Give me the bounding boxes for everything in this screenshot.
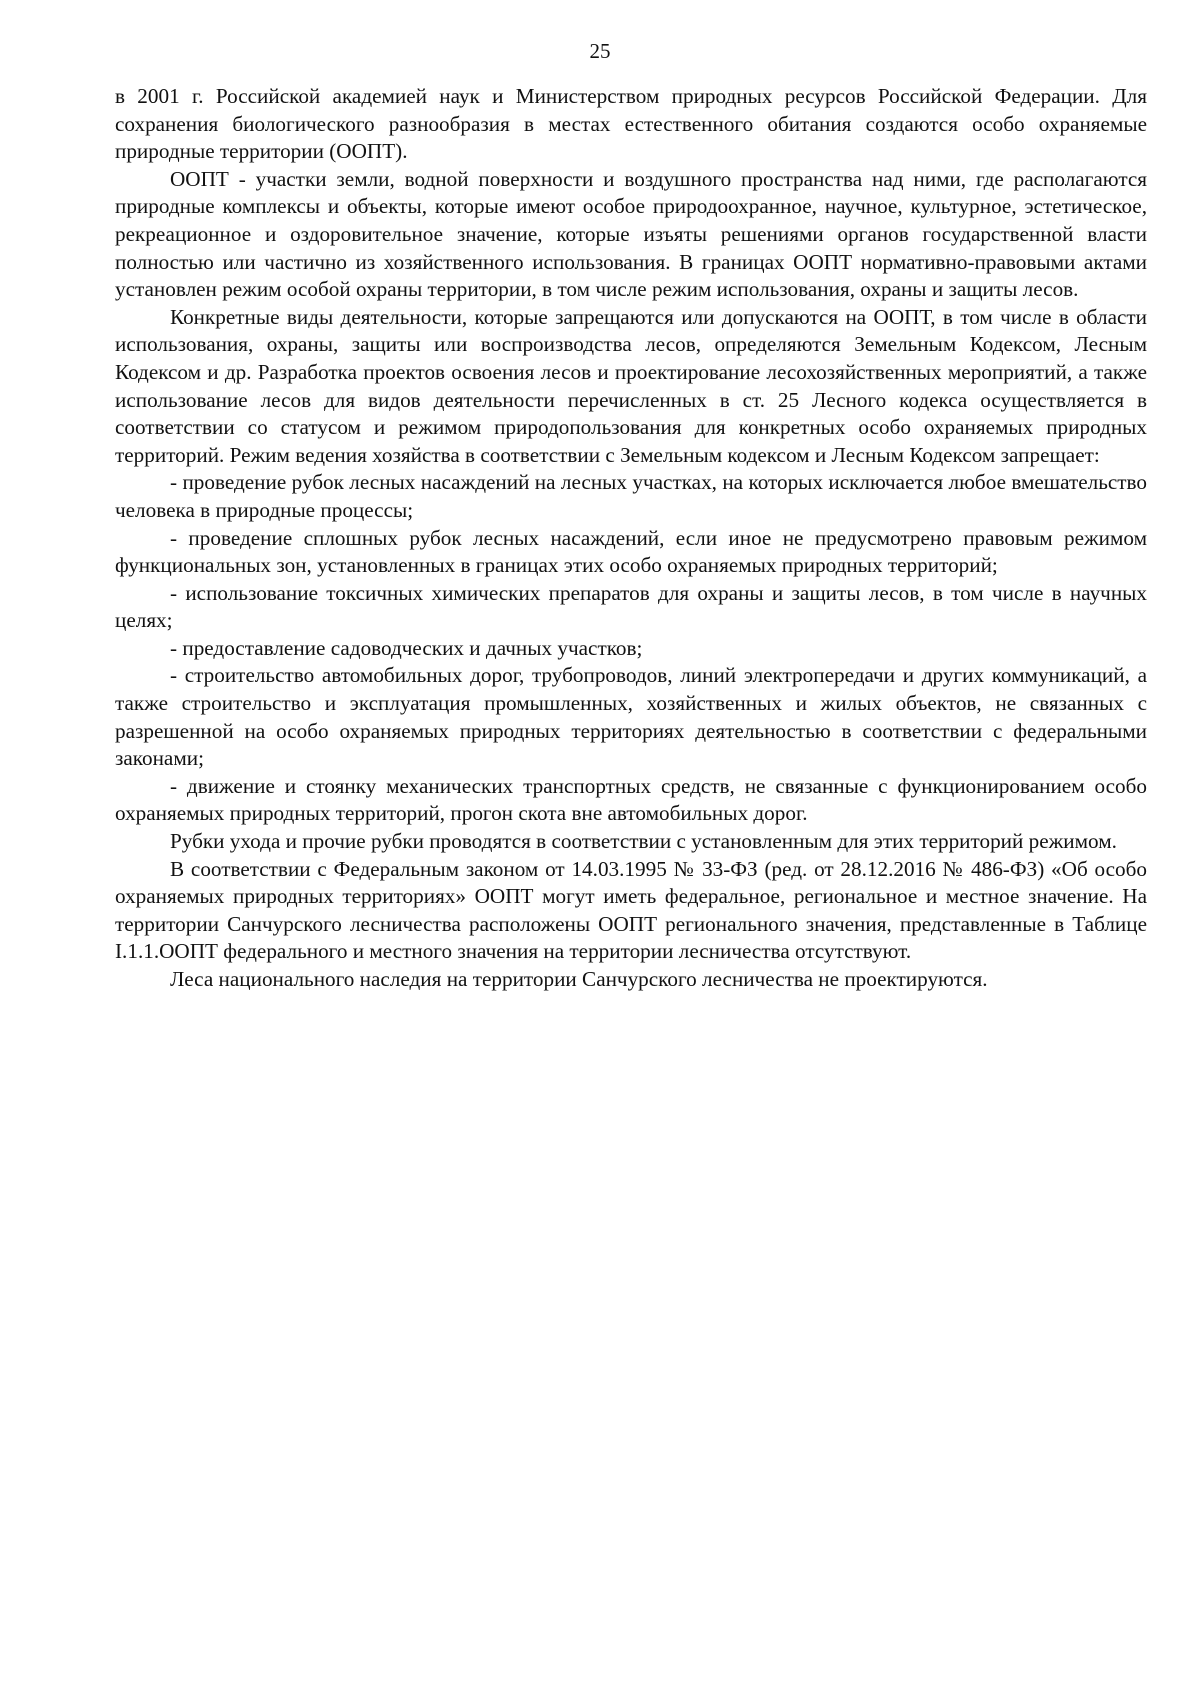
list-item-prohibition-3: - использование токсичных химических препаратов для охраны и защиты лесов, в том числе в научных целях; — [115, 580, 1147, 633]
list-item-prohibition-2: - проведение сплошных рубок лесных насаждений, если иное не предусмотрено правовым режимом функциональных зон, установленных в границах этих особо охраняемых природных территорий; — [115, 525, 1147, 578]
paragraph-intro-continuation: в 2001 г. Российской академией наук и Министерством природных ресурсов Российской Федерации. Для сохранения биологического разнообразия в местах естественного обитания создаются особо охраняемые природные территории (ООПТ). — [115, 84, 1147, 164]
paragraph-felling-regime: Рубки ухода и прочие рубки проводятся в соответствии с установленным для этих территорий режимом. — [170, 829, 1117, 854]
paragraph-federal-law: В соответствии с Федеральным законом от 14.03.1995 № 33-ФЗ (ред. от 28.12.2016 № 486-ФЗ) «Об особо охраняемых природных территориях» ООПТ могут иметь федеральное, региональное и местное значение. На территории Санчурского лесничества расположены ООПТ регионального значения, представленные в Таблице I.1.1.ООПТ федерального и местного значения на территории лесничества отсутствуют. — [115, 856, 1147, 964]
page-number: 25 — [589, 39, 611, 63]
document-body — [115, 83, 1147, 994]
list-item-prohibition-6: - движение и стоянку механических транспортных средств, не связанные с функционированием особо охраняемых природных территорий, прогон скота вне автомобильных дорог. — [115, 773, 1147, 826]
list-item-prohibition-4: - предоставление садоводческих и дачных участков; — [170, 635, 643, 660]
paragraph-national-heritage: Леса национального наследия на территории Санчурского лесничества не проектируются. — [170, 967, 988, 991]
paragraph-oopt-definition: ООПТ - участки земли, водной поверхности и воздушного пространства над ними, где располагаются природные комплексы и объекты, которые имеют особое природоохранное, научное, культурное, эстетическое, рекреационное и оздоровительное значение, которые изъяты решениями органов государственной власти полностью или частично из хозяйственного использования. В границах ООПТ нормативно-правовыми актами установлен режим особой охраны территории, в том числе режим использования, охраны и защиты лесов. — [115, 166, 1147, 302]
list-item-prohibition-5: - строительство автомобильных дорог, трубопроводов, линий электропередачи и других коммуникаций, а также строительство и эксплуатация промышленных, хозяйственных и жилых объектов, не связанных с разрешенной на особо охраняемых природных территориях деятельностью в соответствии с федеральными законами; — [115, 663, 1147, 771]
list-item-prohibition-1: - проведение рубок лесных насаждений на лесных участках, на которых исключается любое вмешательство человека в природные процессы; — [115, 470, 1147, 522]
paragraph-activities-regulation: Конкретные виды деятельности, которые запрещаются или допускаются на ООПТ, в том числе в области использования, охраны, защиты или воспроизводства лесов, определяются Земельным Кодексом, Лесным Кодексом и др. Разработка проектов освоения лесов и проектирование лесохозяйственных мероприятий, а также использование лесов для видов деятельности перечисленных в ст. 25 Лесного кодекса осуществляется в соответствии со статусом и режимом природопользования для конкретных особо охраняемых природных территорий. Режим ведения хозяйства в соответствии с Земельным кодексом и Лесным Кодексом запрещает: — [115, 304, 1147, 467]
